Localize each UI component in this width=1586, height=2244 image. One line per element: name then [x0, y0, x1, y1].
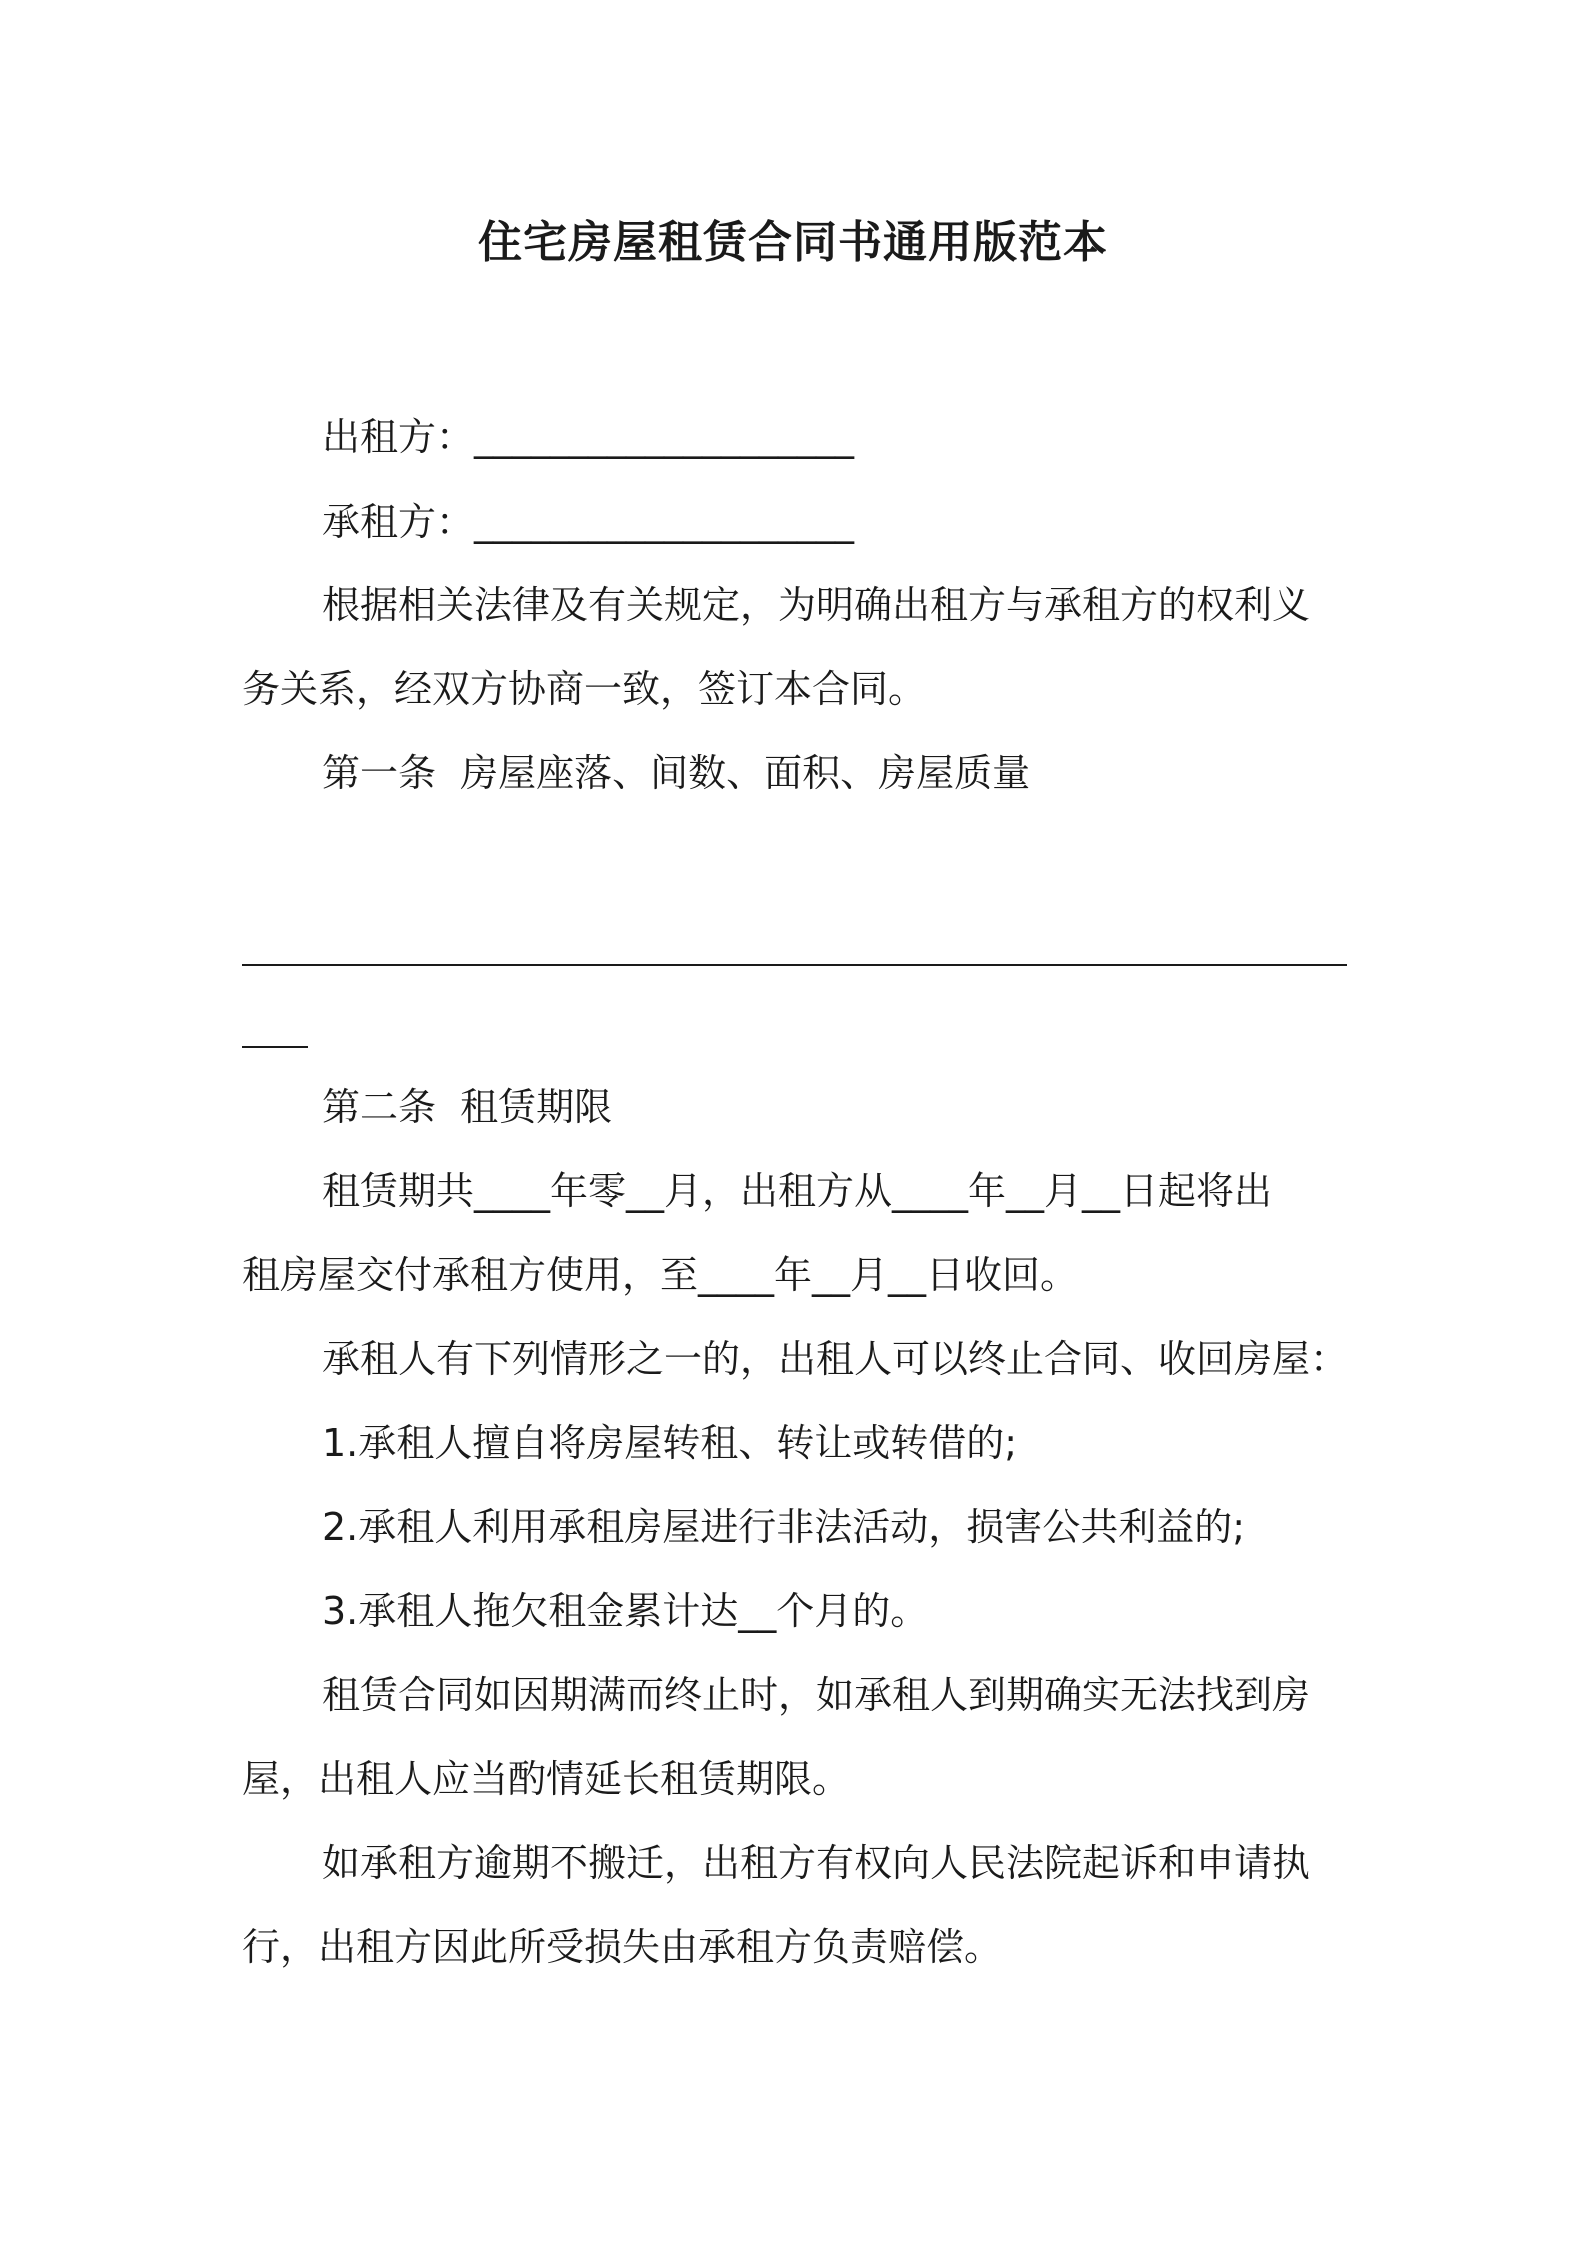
term-line-1: 租赁期共____年零__月，出租方从____年__月__日起将出	[322, 1169, 1273, 1213]
preamble-line-2: 务关系，经双方协商一致，签订本合同。	[242, 667, 927, 711]
termination-item: 1.承租人擅自将房屋转租、转让或转借的;	[322, 1421, 1018, 1465]
article1-blank-line	[242, 964, 1347, 966]
article1-heading: 第一条 房屋座落、间数、面积、房屋质量	[322, 751, 1031, 795]
overdue-line-2: 行，出租方因此所受损失由承租方负责赔偿。	[242, 1925, 1003, 1969]
expiry-line-2: 屋，出租人应当酌情延长租赁期限。	[242, 1757, 851, 1801]
article1-blank-line-continued	[242, 1046, 308, 1048]
lessee-line: 承租方：____________________	[322, 500, 855, 544]
termination-item: 3.承租人拖欠租金累计达__个月的。	[322, 1589, 929, 1633]
overdue-line-1: 如承租方逾期不搬迁，出租方有权向人民法院起诉和申请执	[322, 1841, 1311, 1885]
termination-intro: 承租人有下列情形之一的，出租人可以终止合同、收回房屋：	[322, 1337, 1349, 1381]
lessor-line: 出租方：____________________	[322, 415, 855, 459]
expiry-line-1: 租赁合同如因期满而终止时，如承租人到期确实无法找到房	[322, 1673, 1311, 1717]
termination-item: 2.承租人利用承租房屋进行非法活动，损害公共利益的;	[322, 1505, 1246, 1549]
term-line-2: 租房屋交付承租方使用，至____年__月__日收回。	[242, 1253, 1079, 1297]
preamble-line-1: 根据相关法律及有关规定，为明确出租方与承租方的权利义	[322, 583, 1311, 627]
article2-heading: 第二条 租赁期限	[322, 1085, 613, 1129]
document-title: 住宅房屋租赁合同书通用版范本	[478, 217, 1108, 268]
